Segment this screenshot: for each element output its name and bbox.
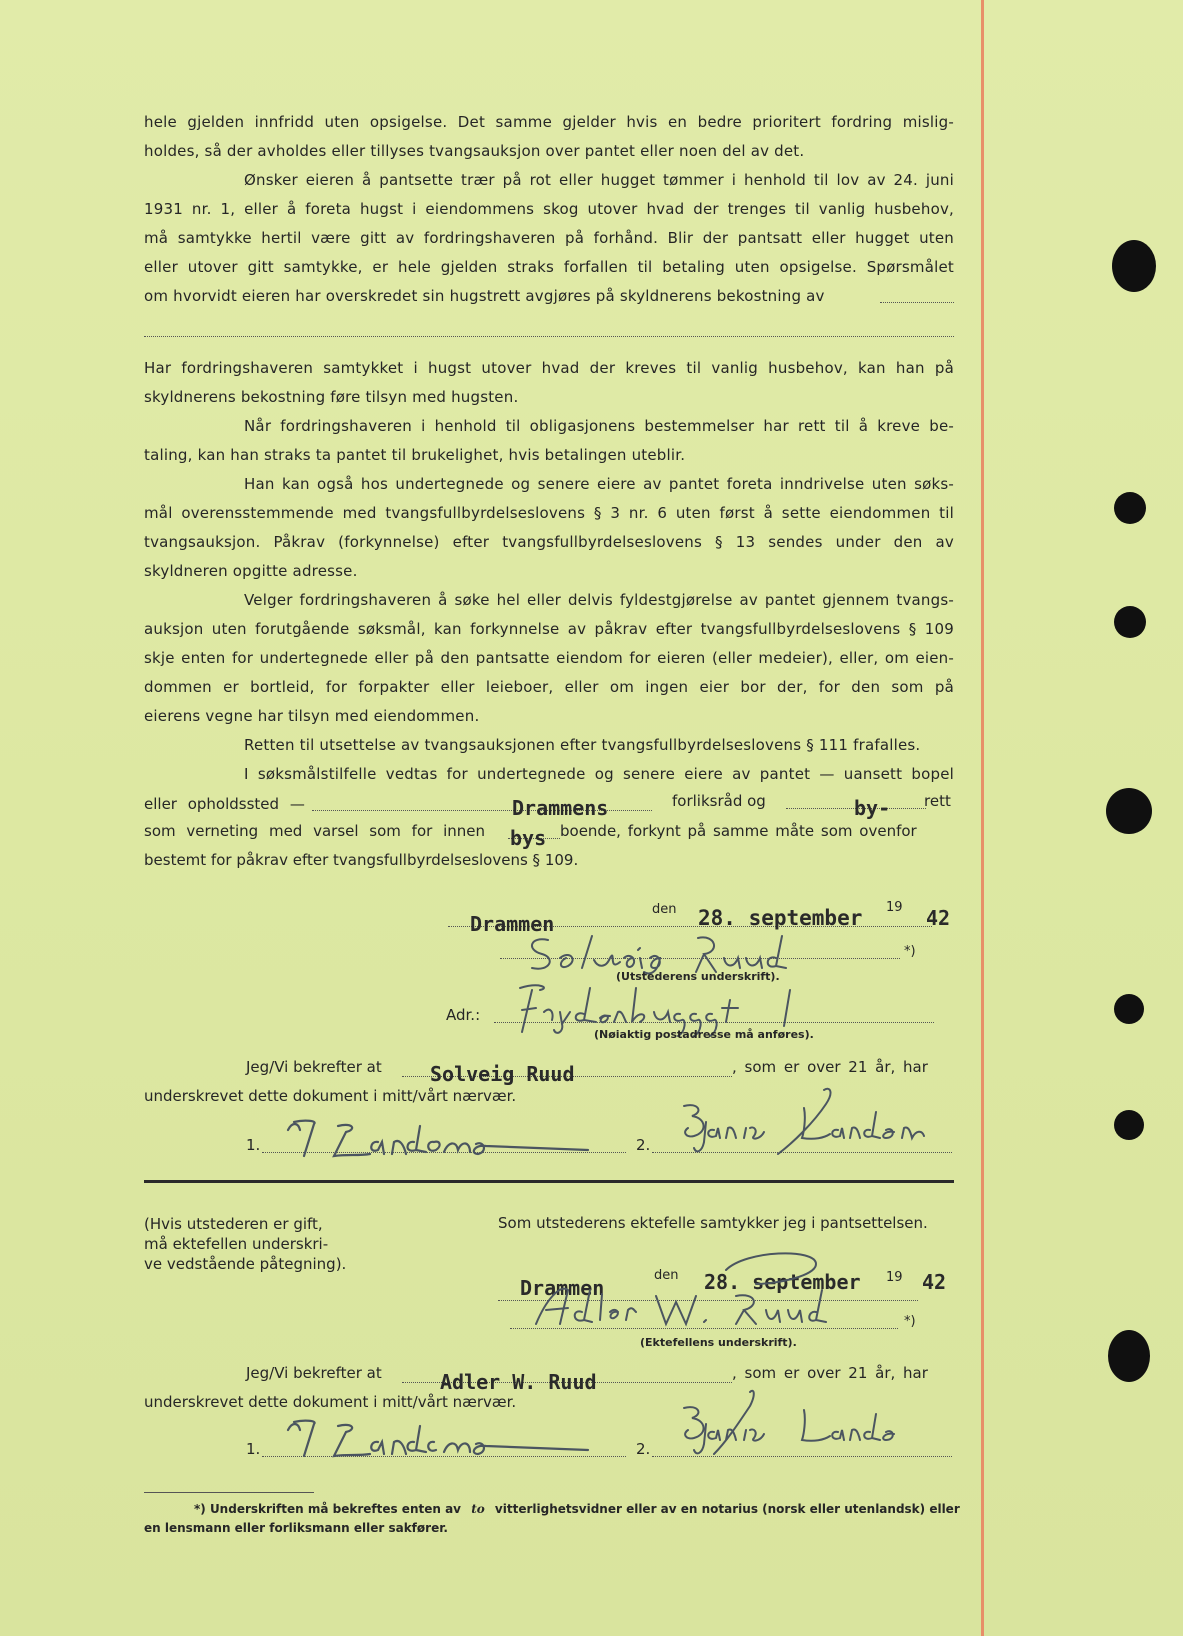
court-type-fill: by- xyxy=(854,796,891,820)
footnote-text: vitterlighetsvidner eller av en notarius (norsk eller utenlandsk) eller xyxy=(494,1502,960,1516)
text-line: eller utover gitt samtykke, er hele gjelden straks forfallen til betaling uten opsigelse. Spørsmålet xyxy=(144,258,954,276)
witness-issuer-name: Solveig Ruud xyxy=(430,1062,575,1086)
issuer-signature xyxy=(520,928,820,976)
spouse-note-line: må ektefellen underskri- xyxy=(144,1235,329,1253)
dotted-fill-line xyxy=(880,302,954,303)
paragraph-5 xyxy=(144,470,954,586)
witness-number-1: 1. xyxy=(246,1136,261,1154)
text-line: auksjon uten forutgående søksmål, kan forkynnelse av påkrav efter tvangsfullbyrdelseslovens § 109 xyxy=(144,620,954,638)
witness-confirm-prefix: Jeg/Vi bekrefter at xyxy=(246,1058,382,1076)
text-line: taling, kan han straks ta pantet til brukelighet, hvis betalingen uteblir. xyxy=(144,446,686,464)
spouse-signature xyxy=(516,1240,876,1332)
issuer-date: 28. september xyxy=(698,906,863,930)
venue-line-start: eller opholdssted — xyxy=(144,795,305,813)
venue-line-3-start: som verneting med varsel som for innen xyxy=(144,822,485,840)
spouse-note-line: ve vedstående påtegning). xyxy=(144,1255,347,1273)
text-line: 1931 nr. 1, eller å foreta hugst i eiendommens skog utover hvad der trenges til vanlig husbehov, xyxy=(144,200,954,218)
address-caption: (Nøiaktig postadresse må anføres). xyxy=(594,1028,814,1041)
den-label: den xyxy=(654,1268,679,1283)
paragraph-4 xyxy=(144,412,954,470)
witness-2-signature xyxy=(654,1384,954,1462)
text-line: skyldneren opgitte adresse. xyxy=(144,562,358,580)
footnote-handwritten-word: to xyxy=(471,1502,485,1516)
venue-line-4: bestemt for påkrav efter tvangsfullbyrdelseslovens § 109. xyxy=(144,851,579,869)
spouse-date: 28. september xyxy=(704,1270,861,1294)
paragraph-2 xyxy=(144,166,954,311)
text-line: skje enten for undertegnede eller på den pantsatte eiendom for eieren (eller medeier), eller, om eien- xyxy=(144,649,954,667)
text-line: hele gjelden innfridd uten opsigelse. Det samme gjelder hvis en bedre prioritert fordring mislig- xyxy=(144,113,954,131)
spouse-year: 42 xyxy=(922,1270,947,1294)
punch-hole xyxy=(1114,492,1146,524)
text-line: mål overensstemmende med tvangsfullbyrdelseslovens § 3 nr. 6 uten først å sette eiendommen til xyxy=(144,504,954,522)
witness-2-signature xyxy=(654,1082,954,1160)
footnote-line-2: en lensmann eller forliksmann eller sakfører. xyxy=(144,1521,448,1535)
witness-1-signature xyxy=(278,1116,618,1160)
text-line: må samtykke hertil være gitt av fordringshaveren på forhånd. Blir der pantsatt eller hugget uten xyxy=(144,229,954,247)
text-line: holdes, så der avholdes eller tillyses tvangsauksjon over pantet eller noen del av det. xyxy=(144,142,805,160)
venue-line-3-end: boende, forkynt på samme måte som ovenfor xyxy=(560,822,917,840)
dotted-fill-line xyxy=(144,336,954,337)
punch-hole xyxy=(1108,1330,1150,1382)
witness-confirm-suffix: , som er over 21 år, har xyxy=(732,1058,928,1076)
year-prefix: 19 xyxy=(886,1270,903,1285)
den-label: den xyxy=(652,902,677,917)
witness-number-1: 1. xyxy=(246,1440,261,1458)
issuer-asterisk: *) xyxy=(904,944,916,959)
punch-hole xyxy=(1106,788,1152,834)
footnote-rule xyxy=(144,1492,314,1493)
footnote xyxy=(144,1500,959,1538)
issuer-place: Drammen xyxy=(470,912,555,936)
punch-hole xyxy=(1112,240,1156,292)
text-line: Når fordringshaveren i henhold til obligasjonens bestemmelser har rett til å kreve be- xyxy=(244,417,954,435)
witness-confirm-prefix: Jeg/Vi bekrefter at xyxy=(246,1364,382,1382)
venue-line-end: rett xyxy=(924,792,951,810)
residence-fill: bys xyxy=(510,826,547,850)
spouse-asterisk: *) xyxy=(904,1314,916,1329)
red-margin-line xyxy=(981,0,984,1636)
witness-number-2: 2. xyxy=(636,1136,651,1154)
text-line: tvangsauksjon. Påkrav (forkynnelse) efter tvangsfullbyrdelseslovens § 13 sendes under den av xyxy=(144,533,954,551)
address-label: Adr.: xyxy=(446,1006,481,1024)
year-prefix: 19 xyxy=(886,900,903,915)
witness-1-signature xyxy=(278,1416,618,1460)
text-line: om hvorvidt eieren har overskredet sin hugstrett avgjøres på skyldnerens bekostning av xyxy=(144,287,825,305)
issuer-year: 42 xyxy=(926,906,951,930)
court-city-fill: Drammens xyxy=(512,796,609,820)
text-line: Retten til utsettelse av tvangsauksjonen efter tvangsfullbyrdelseslovens § 111 frafalles. xyxy=(244,736,921,754)
text-line: Velger fordringshaveren å søke hel eller delvis fyldestgjørelse av pantet gjennem tvangs- xyxy=(244,591,954,609)
witness-confirm-suffix: , som er over 21 år, har xyxy=(732,1364,928,1382)
spouse-signature-caption: (Ektefellens underskrift). xyxy=(640,1336,797,1349)
punch-hole xyxy=(1114,994,1144,1024)
spouse-place: Drammen xyxy=(520,1276,605,1300)
paragraph-7 xyxy=(144,731,954,760)
paragraph-1 xyxy=(144,108,954,166)
text-line: dommen er bortleid, for forpakter eller leieboer, eller om ingen eier bor der, for den som på xyxy=(144,678,954,696)
paragraph-8 xyxy=(144,760,954,789)
spouse-note-line: (Hvis utstederen er gift, xyxy=(144,1215,323,1233)
punch-hole xyxy=(1114,1110,1144,1140)
witness-number-2: 2. xyxy=(636,1440,651,1458)
witness-spouse-name: Adler W. Ruud xyxy=(440,1370,597,1394)
witness-line-2: underskrevet dette dokument i mitt/vårt nærvær. xyxy=(144,1393,517,1411)
issuer-signature-caption: (Utstederens underskrift). xyxy=(616,970,780,983)
section-divider xyxy=(144,1180,954,1183)
venue-line-mid: forliksråd og xyxy=(672,792,766,810)
punch-hole xyxy=(1114,606,1146,638)
text-line: Han kan også hos undertegnede og senere eiere av pantet foreta inndrivelse uten søks- xyxy=(244,475,954,493)
paragraph-3 xyxy=(144,354,954,412)
text-line: Har fordringshaveren samtykket i hugst utover hvad der kreves til vanlig husbehov, kan han på xyxy=(144,359,954,377)
spouse-consent: Som utstederens ektefelle samtykker jeg i pantsettelsen. xyxy=(498,1214,928,1232)
text-line: I søksmålstilfelle vedtas for undertegnede og senere eiere av pantet — uansett bopel xyxy=(244,765,954,783)
text-line: eierens vegne har tilsyn med eiendommen. xyxy=(144,707,480,725)
witness-line-2: underskrevet dette dokument i mitt/vårt nærvær. xyxy=(144,1087,517,1105)
footnote-line-1 xyxy=(144,1500,959,1519)
paragraph-6 xyxy=(144,586,954,731)
footnote-text: *) Underskriften må bekreftes enten av xyxy=(194,1502,461,1516)
text-line: Ønsker eieren å pantsette trær på rot eller hugget tømmer i henhold til lov av 24. juni xyxy=(244,171,954,189)
text-line: skyldnerens bekostning føre tilsyn med hugsten. xyxy=(144,388,519,406)
